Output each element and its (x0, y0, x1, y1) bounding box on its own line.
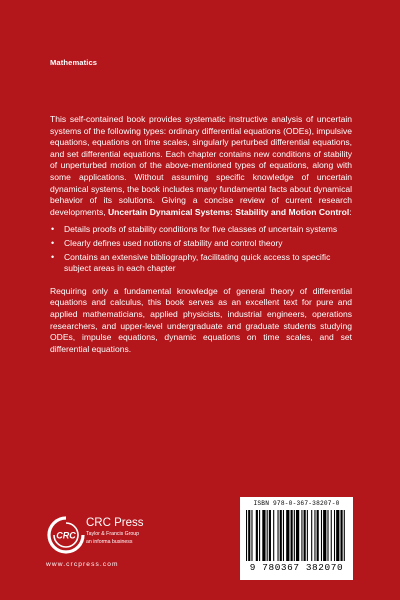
feature-item (50, 224, 352, 236)
barcode-bar (334, 510, 335, 561)
barcode-bar (327, 510, 328, 561)
crc-logo-text: CRC (56, 530, 76, 541)
barcode-digits: 9 780367 382070 (249, 562, 344, 573)
blurb-paragraph-1-text: This self-contained book provides systematic instructive analysis of uncertain systems of the following types: ordinary differential equations (ODEs), impulsive equations, equations on time scales, singularly perturbed differential equations, and set differential equations. Each chapter contains new conditions of stability of unperturbed motion of the above-mentioned types of equations, along with some applications. Without assuming specific knowledge of uncertain dynamical systems, the book includes many fundamental facts about dynamical behavior of its solutions. Giving a concise review of current research developments, (50, 114, 352, 217)
barcode-bar (331, 510, 332, 561)
book-title: Uncertain Dynamical Systems: Stability and Motion Control (107, 206, 350, 217)
publisher-tagline (86, 531, 139, 546)
barcode-bar (323, 510, 326, 561)
blurb-colon: : (349, 206, 352, 217)
barcode-bar (256, 510, 258, 561)
barcode-bar (340, 510, 342, 561)
barcode-bar (304, 510, 306, 561)
blurb-paragraph-2: Requiring only a fundamental knowledge of general theory of differential equations and calculus, this book serves as an excellent text for pure and applied mathematicians, applied physicists, industrial engineers, operations researchers, and upper-level undergraduate and graduate students studying ODEs, impulse equations, dynamic equations on time scales, and set differential equations. (50, 285, 352, 354)
barcode-bar (277, 510, 278, 561)
barcode-bar (336, 510, 339, 561)
bullet-icon: • (51, 251, 55, 262)
feature-text: Clearly defines used notions of stability and control theory (64, 237, 283, 248)
bullet-icon: • (51, 237, 55, 248)
feature-item (50, 238, 352, 250)
barcode-bar (344, 510, 345, 561)
barcode-bar (251, 510, 252, 561)
barcode-bar (296, 510, 299, 561)
barcode-bar (267, 510, 268, 561)
barcode-bar (314, 510, 315, 561)
barcode-bar (280, 510, 282, 561)
feature-text: Contains an extensive bibliography, facilitating quick access to specific subject areas in each chapter (64, 251, 331, 274)
barcode-bar (248, 510, 250, 561)
publisher-name: CRC Press (86, 517, 144, 529)
barcode-bar (286, 510, 289, 561)
barcode-panel (240, 497, 353, 580)
crc-press-logo-icon (46, 515, 86, 555)
feature-list (50, 224, 352, 274)
barcode-bar (311, 510, 312, 561)
bullet-icon: • (51, 224, 55, 235)
subject-label: Mathematics (50, 58, 98, 67)
barcode-bar (283, 510, 284, 561)
blurb (50, 114, 352, 355)
barcode-bar (307, 510, 308, 561)
barcode-bar (321, 510, 322, 561)
barcode-bar (273, 510, 274, 561)
feature-item (50, 252, 352, 275)
barcode-bar (294, 510, 295, 561)
barcode-bar (246, 510, 247, 561)
barcode-bar (259, 510, 260, 561)
publisher-block (46, 515, 176, 585)
publisher-group: Taylor & Francis Group (86, 531, 140, 537)
blurb-paragraph-1 (50, 114, 352, 218)
isbn-label: ISBN 978-0-367-38207-0 (253, 500, 340, 507)
barcode-bar (269, 510, 271, 561)
barcode-bar (317, 510, 319, 561)
publisher-url: www.crcpress.com (46, 561, 119, 568)
barcode-icon (246, 510, 347, 561)
publisher-parent: an informa business (86, 538, 133, 545)
barcode-bar (262, 510, 265, 561)
feature-text: Details proofs of stability conditions for five classes of uncertain systems (64, 224, 338, 235)
barcode-bar (301, 510, 302, 561)
barcode-bar (291, 510, 293, 561)
